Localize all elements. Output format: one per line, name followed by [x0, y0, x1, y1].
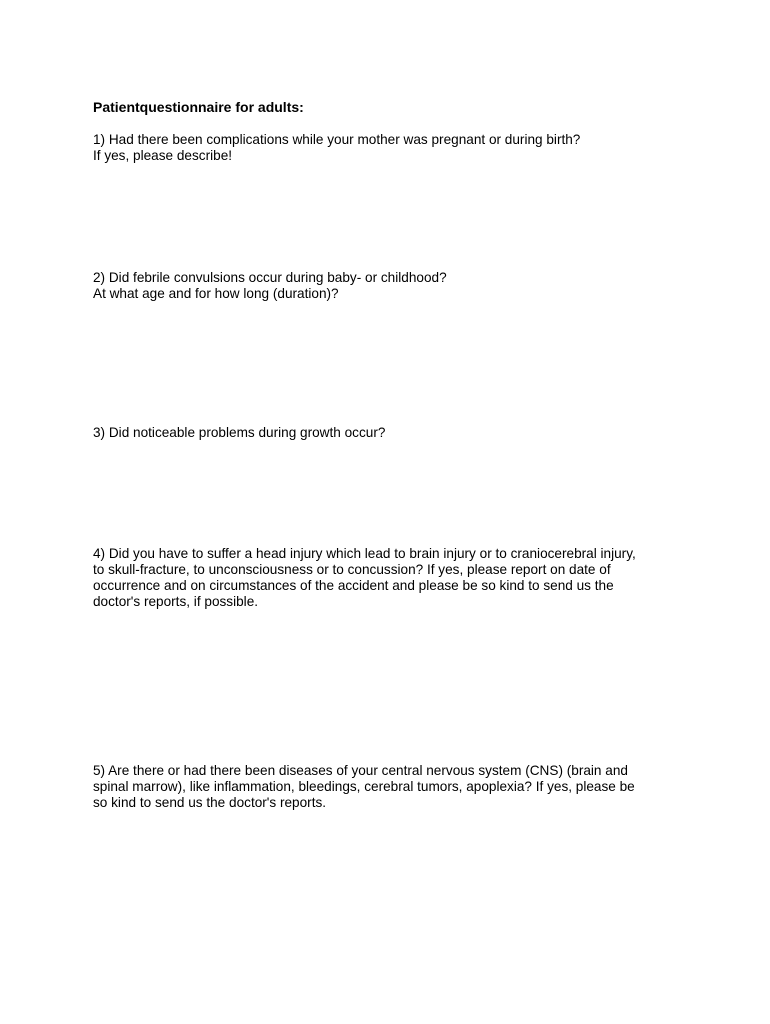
- question-4-line-1: 4) Did you have to suffer a head injury which lead to brain injury or to craniocerebral injury,: [93, 546, 636, 561]
- question-2: [93, 270, 683, 302]
- question-5: [93, 763, 683, 811]
- question-4-line-3: occurrence and on circumstances of the accident and please be so kind to send us the: [93, 578, 614, 593]
- question-1-line-1: 1) Had there been complications while your mother was pregnant or during birth?: [93, 132, 581, 147]
- question-3: [93, 425, 683, 441]
- question-4-line-4: doctor's reports, if possible.: [93, 594, 259, 609]
- question-5-line-2: spinal marrow), like inflammation, bleedings, cerebral tumors, apoplexia? If yes, please be: [93, 779, 635, 794]
- question-5-line-3: so kind to send us the doctor's reports.: [93, 795, 327, 810]
- question-2-line-1: 2) Did febrile convulsions occur during baby- or childhood?: [93, 270, 447, 285]
- question-5-line-1: 5) Are there or had there been diseases of your central nervous system (CNS) (brain and: [93, 763, 628, 778]
- question-4-line-2: to skull-fracture, to unconsciousness or to concussion? If yes, please report on date of: [93, 562, 611, 577]
- question-3-line-1: 3) Did noticeable problems during growth occur?: [93, 425, 386, 440]
- question-1-line-2: If yes, please describe!: [93, 148, 233, 163]
- document-title: Patientquestionnaire for adults:: [93, 99, 304, 115]
- question-1: [93, 132, 683, 164]
- question-4: [93, 546, 683, 610]
- question-2-line-2: At what age and for how long (duration)?: [93, 286, 339, 301]
